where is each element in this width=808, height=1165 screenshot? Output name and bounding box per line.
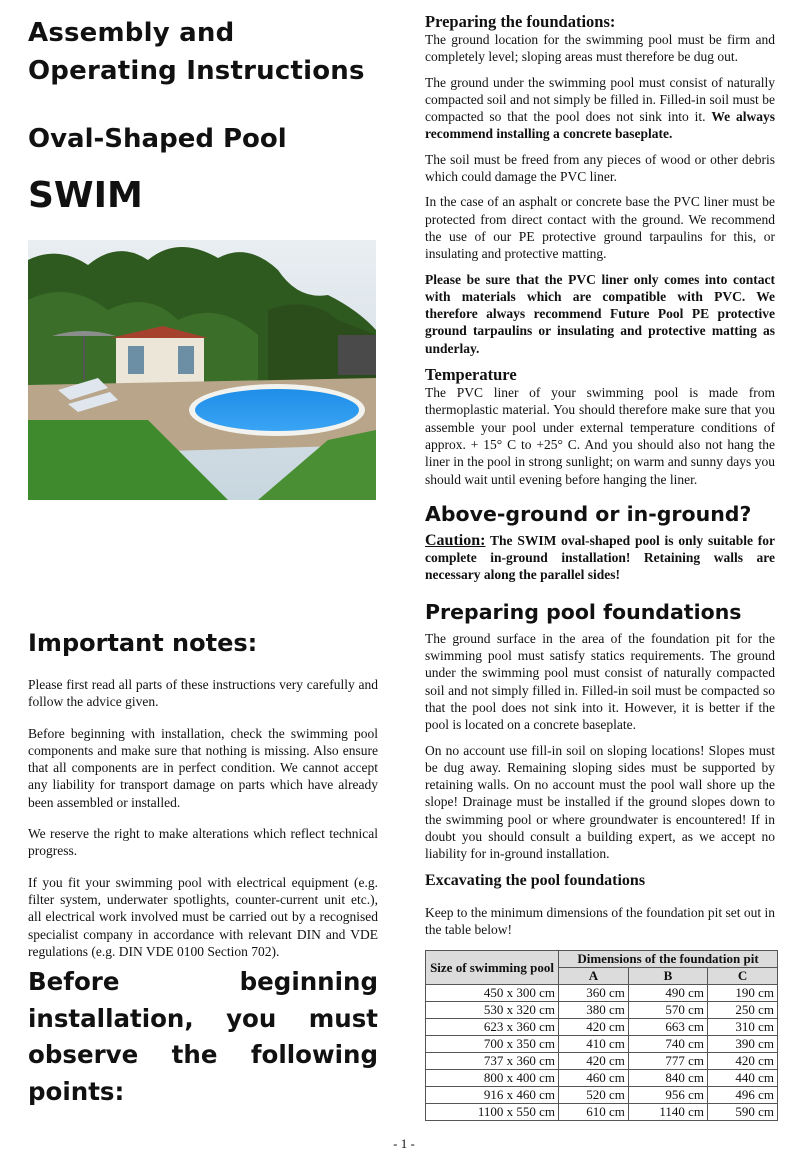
doc-title-line1: Assembly and <box>28 18 235 48</box>
table-cell: 420 cm <box>708 1053 778 1070</box>
foundations-heading: Preparing the foundations: <box>425 12 616 31</box>
pool-foundations-paragraph: The ground surface in the area of the foundation pit for the swimming pool must satisfy statics requirements. The ground under the swimming pool must consist of naturally compacted soil and not simply filled in. Filled-in soil must be compacted so that the pool does not sink into it. However, it is better if the pool is located on a concrete baseplate. <box>425 630 775 733</box>
table-cell: 777 cm <box>628 1053 707 1070</box>
table-cell: 440 cm <box>708 1070 778 1087</box>
pvc-compatibility-note: Please be sure that the PVC liner only comes into contact with materials which are compatible with PVC. We therefore always recommend Future Pool PE protective ground tarpaulins or insulating and protective matting as underlay. <box>425 271 775 356</box>
product-type-title: Oval-Shaped Pool <box>28 124 287 154</box>
table-cell: 700 x 350 cm <box>426 1036 559 1053</box>
table-cell: 310 cm <box>708 1019 778 1036</box>
table-cell: 570 cm <box>628 1002 707 1019</box>
table-row <box>426 1019 778 1036</box>
important-notes-heading: Important notes: <box>28 629 258 657</box>
table-cell: 410 cm <box>559 1036 629 1053</box>
important-paragraph: We reserve the right to make alterations which reflect technical progress. <box>28 826 378 859</box>
table-cell: 840 cm <box>628 1070 707 1087</box>
table-row <box>426 1087 778 1104</box>
page-number: - 1 - <box>393 1136 415 1151</box>
table-cell: 916 x 460 cm <box>426 1087 559 1104</box>
foundations-paragraph: In the case of an asphalt or concrete base the PVC liner must be protected from direct contact with the ground. We recommend the use of our PE protective ground tarpaulins for this, or insulating and protective matting. <box>425 194 775 262</box>
foundations-paragraph: The soil must be freed from any pieces of wood or other debris which could damage the PVC liner. <box>425 151 775 185</box>
table-header-size: Size of swimming pool <box>426 951 559 985</box>
table-header-b: B <box>628 968 707 985</box>
above-ground-heading: Above-ground or in-ground? <box>425 501 752 526</box>
table-row <box>426 1053 778 1070</box>
table-row <box>426 1070 778 1087</box>
table-cell: 800 x 400 cm <box>426 1070 559 1087</box>
pool-foundations-heading: Preparing pool foundations <box>425 599 742 624</box>
excavating-paragraph: Keep to the minimum dimensions of the foundation pit set out in the table below! <box>425 904 775 937</box>
table-cell: 1100 x 550 cm <box>426 1104 559 1121</box>
important-paragraph: Please first read all parts of these instructions very carefully and follow the advice given. <box>28 677 378 710</box>
table-row <box>426 985 778 1002</box>
table-cell: 420 cm <box>559 1053 629 1070</box>
table-cell: 496 cm <box>708 1087 778 1104</box>
table-cell: 530 x 320 cm <box>426 1002 559 1019</box>
table-cell: 420 cm <box>559 1019 629 1036</box>
foundations-paragraph: The ground location for the swimming pool must be firm and completely level; sloping areas must therefore be dug out. <box>425 32 775 65</box>
table-cell: 737 x 360 cm <box>426 1053 559 1070</box>
important-paragraph: Before beginning with installation, check the swimming pool components and make sure that nothing is missing. Also ensure that all components are in perfect condition. We cannot accept any liability for transport damage on parts which have already been assembled or installed. <box>28 725 378 810</box>
pool-photo-icon <box>28 240 376 500</box>
foundations-paragraph: The ground under the swimming pool must consist of naturally compacted soil and not simply be filled in. Filled-in soil must be compacted so that the pool does not sink into it. We always recommend installing a concrete baseplate. <box>425 74 776 142</box>
table-cell: 450 x 300 cm <box>426 985 559 1002</box>
table-cell: 663 cm <box>628 1019 707 1036</box>
table-row <box>426 1002 778 1019</box>
caution-paragraph: Caution: The SWIM oval-shaped pool is only suitable for complete in-ground installation! Retaining walls are necessary along the parallel sides! <box>425 531 775 583</box>
table-cell: 623 x 360 cm <box>426 1019 559 1036</box>
table-cell: 590 cm <box>708 1104 778 1121</box>
table-cell: 1140 cm <box>628 1104 707 1121</box>
pool-foundations-paragraph: On no account use fill-in soil on sloping locations! Slopes must be dug away. Remaining sloping sides must be supported by retaining walls. On no account must the pool wall shore up the slope! Drainage must be installed if the ground slopes down to the swimming pool or where groundwater is encountered! If in doubt you should consult a building expert, as we accept no liability for in-ground installation. <box>425 742 775 862</box>
table-header-a: A <box>559 968 629 985</box>
table-cell: 360 cm <box>559 985 629 1002</box>
table-cell: 380 cm <box>559 1002 629 1019</box>
table-row <box>426 1104 778 1121</box>
table-row <box>426 1036 778 1053</box>
before-installation-heading: Before beginning installation, you must observe the following points: <box>28 967 378 1106</box>
product-name-title: SWIM <box>28 175 143 216</box>
table-header-dimensions: Dimensions of the foundation pit <box>559 951 778 968</box>
table-cell: 460 cm <box>559 1070 629 1087</box>
temperature-heading: Temperature <box>425 365 517 385</box>
right-column <box>425 12 775 1121</box>
caution-label: Caution: <box>425 531 486 549</box>
table-cell: 190 cm <box>708 985 778 1002</box>
temperature-paragraph: The PVC liner of your swimming pool is made from thermoplastic material. You should therefore make sure that you assemble your pool under external temperature conditions of approx. + 15° C to +25° C. And you should also not hang the liner in the pool in strong sunlight; on warm and sunny days you should wait until evening before hanging the liner. <box>425 385 775 487</box>
table-cell: 490 cm <box>628 985 707 1002</box>
table-cell: 956 cm <box>628 1087 707 1104</box>
baseplate-recommendation: We always recommend installing a concrete baseplate. <box>425 109 776 142</box>
table-cell: 390 cm <box>708 1036 778 1053</box>
table-cell: 250 cm <box>708 1002 778 1019</box>
table-cell: 520 cm <box>559 1087 629 1104</box>
important-paragraph: If you fit your swimming pool with electrical equipment (e.g. filter system, underwater spotlights, counter-current unit etc.), all electrical work involved must be carried out by a recognised specialist company in accordance with relevant DIN and VDE regulations (e.g. DIN VDE 0100 Section 702). <box>28 874 378 959</box>
doc-title-line2: Operating Instructions <box>28 56 365 86</box>
table-cell: 610 cm <box>559 1104 629 1121</box>
excavating-heading: Excavating the pool foundations <box>425 871 646 889</box>
foundation-dimensions-table <box>425 950 778 1121</box>
left-column <box>28 14 378 1110</box>
table-header-c: C <box>708 968 778 985</box>
table-cell: 740 cm <box>628 1036 707 1053</box>
